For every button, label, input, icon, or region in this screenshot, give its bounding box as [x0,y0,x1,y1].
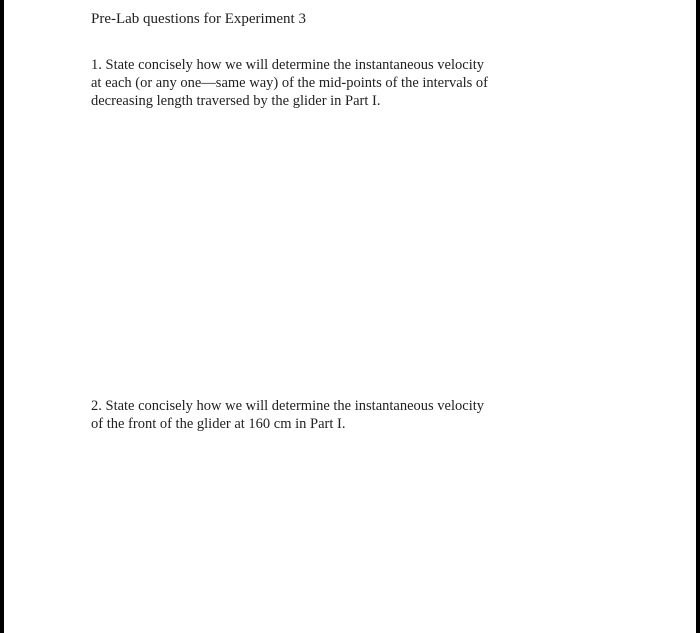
question-1-line-3: decreasing length traversed by the glider in Part I. [91,93,381,109]
document-page [4,0,696,633]
question-2-line-1: 2. State concisely how we will determine the instantaneous velocity [91,398,485,414]
question-1 [91,56,488,110]
document-heading: Pre-Lab questions for Experiment 3 [91,11,306,27]
question-1-line-2: at each (or any one—same way) of the mid-points of the intervals of [91,75,489,91]
question-2-line-2: of the front of the glider at 160 cm in Part I. [91,416,346,432]
question-2 [91,397,484,433]
question-1-line-1: 1. State concisely how we will determine the instantaneous velocity [91,57,485,73]
